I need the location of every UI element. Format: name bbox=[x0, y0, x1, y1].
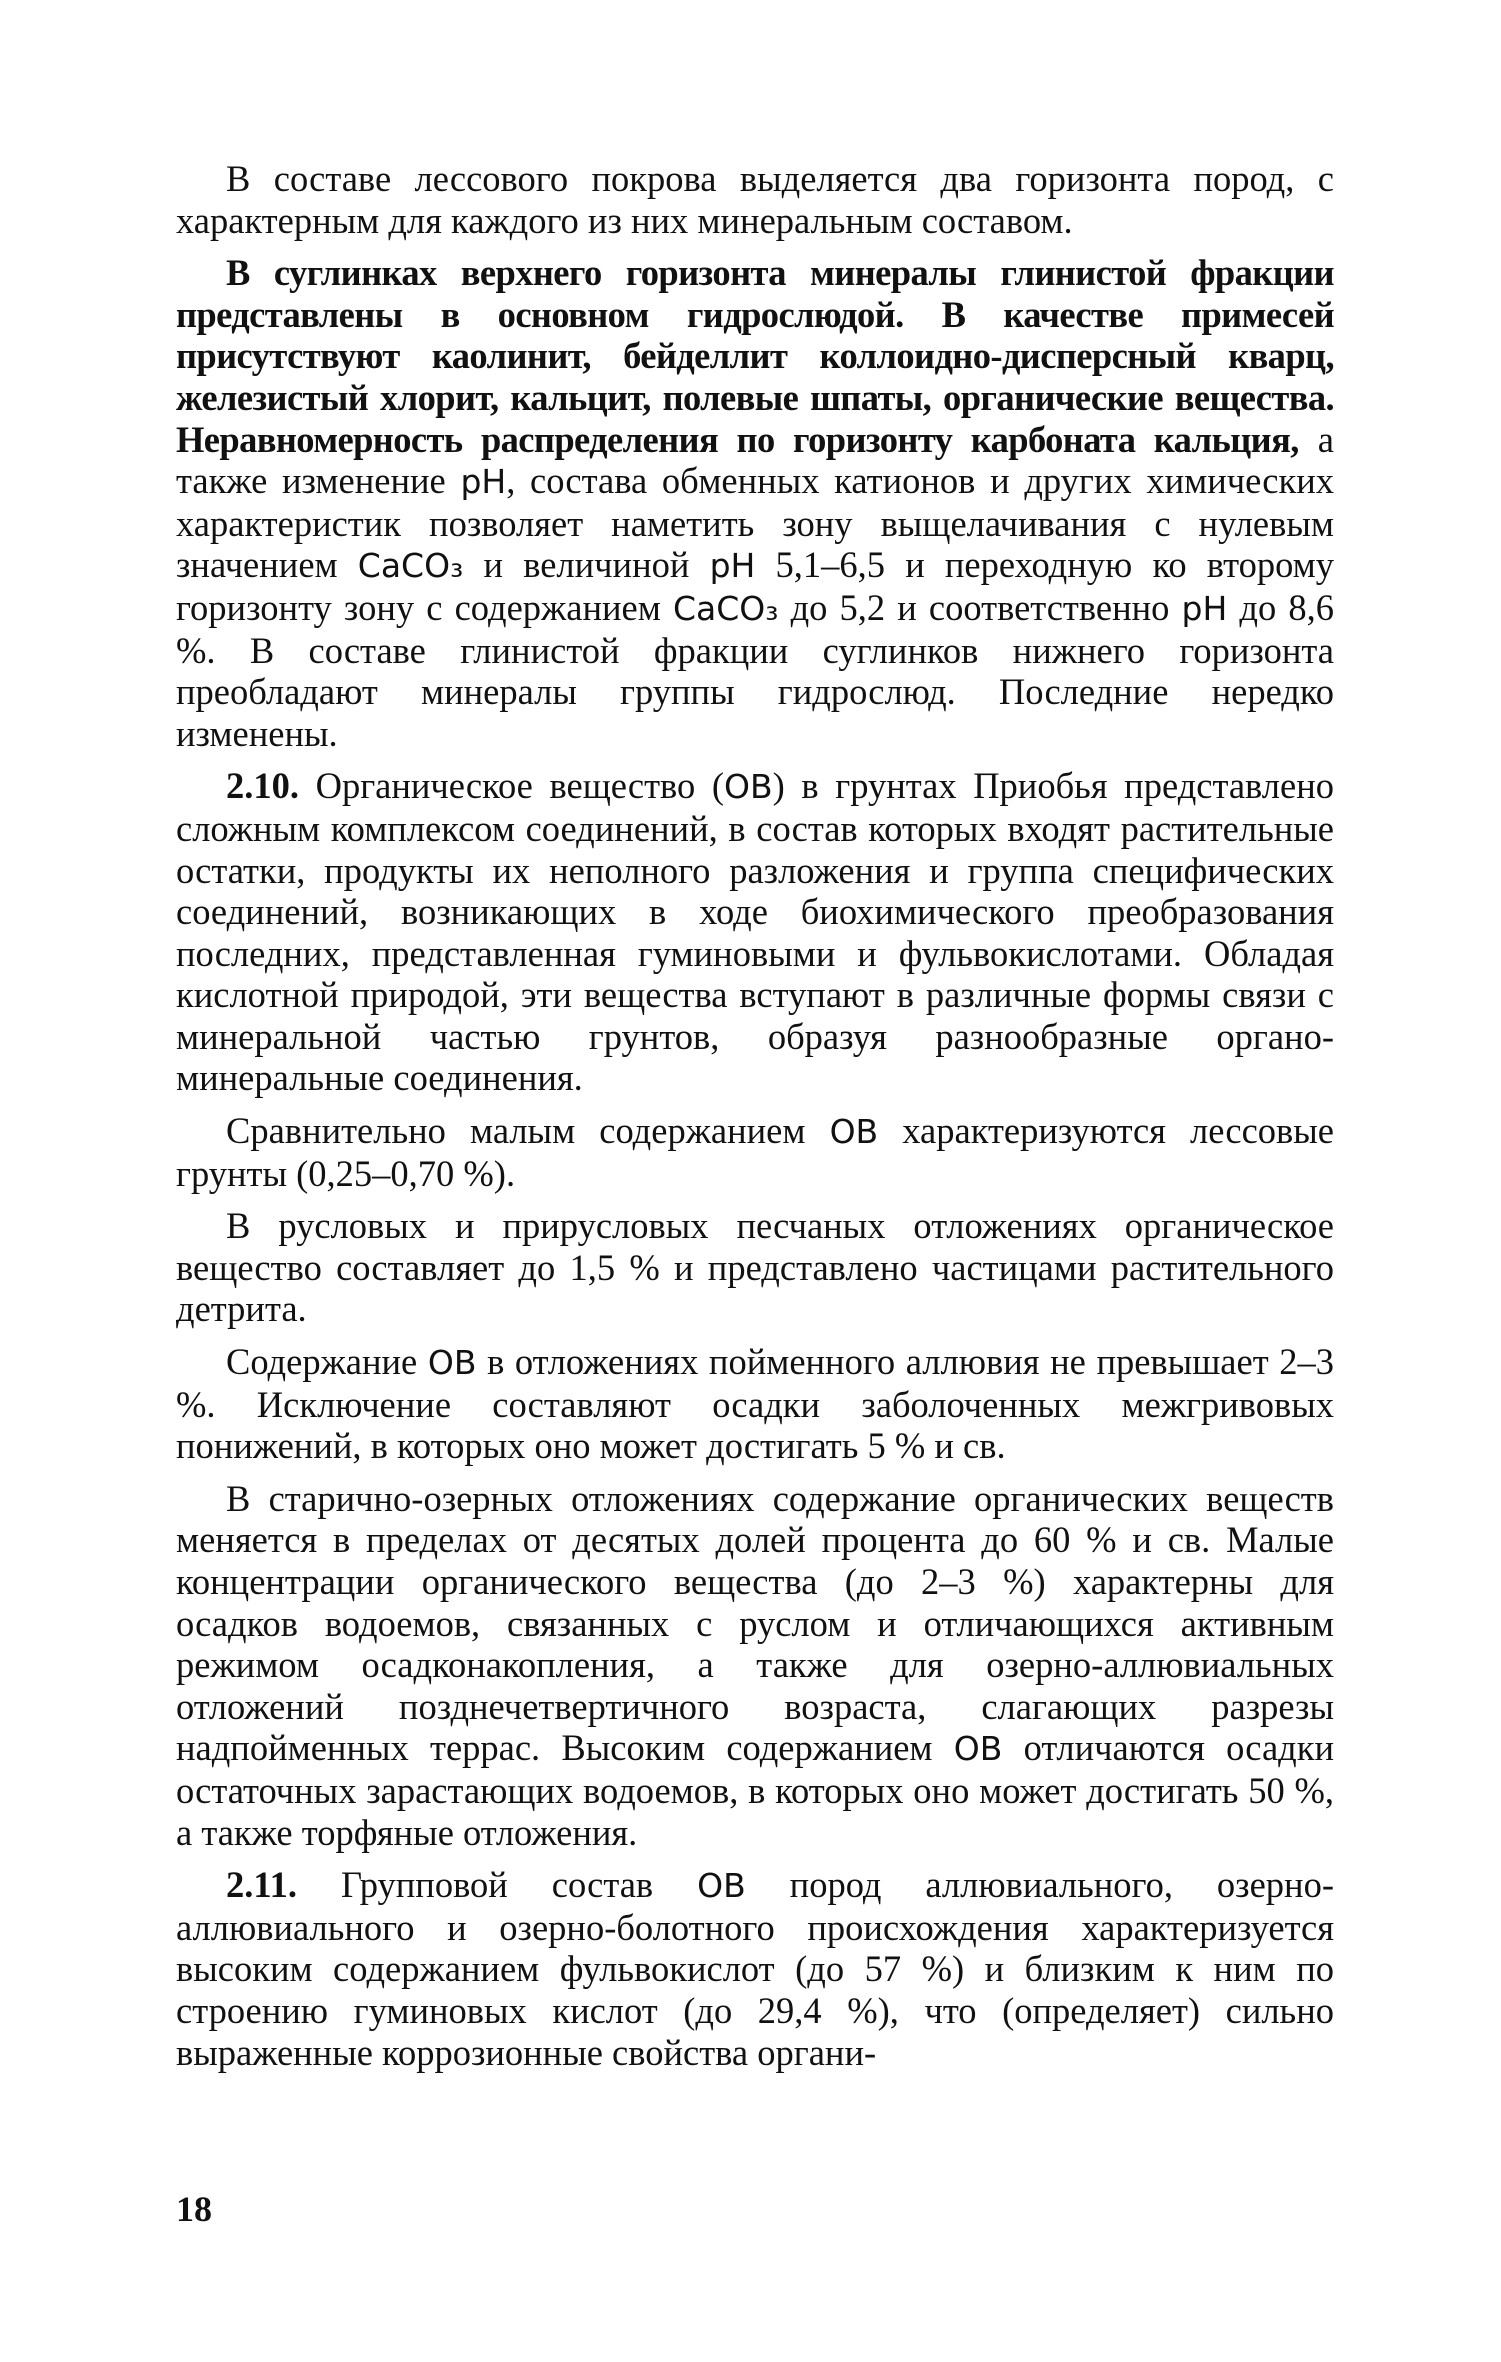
caco3-symbol: CaCO₃ bbox=[357, 546, 464, 586]
page-number: 18 bbox=[176, 2189, 212, 2229]
ph-symbol: pH bbox=[460, 462, 507, 502]
section-number: 2.10. bbox=[226, 765, 299, 807]
paragraph-floodplain-alluvium: Содержание OB в отложениях пойменного аллювия не превышает 2–3 %. Исключение составляют осадки заболоченных межгривовых понижений, в которых оно может достигать 5 % и св. bbox=[176, 1341, 1334, 1467]
ob-symbol: OB bbox=[829, 1112, 879, 1152]
section-number: 2.11. bbox=[226, 1864, 297, 1906]
paragraph-loess-ob: Сравнительно малым содержанием OB характеризуются лессовые грунты (0,25–0,70 %). bbox=[176, 1110, 1334, 1194]
caco3-symbol: CaCO₃ bbox=[672, 588, 779, 628]
ob-symbol: OB bbox=[697, 1866, 746, 1906]
paragraph-upper-horizon-minerals: В суглинках верхнего горизонта минералы глинистой фракции представлены в основном гидрослюдой. В качестве примесей присутствуют каолинит, бейделлит коллоидно-дисперсный кварц, железистый хлорит, кальцит, полевые шпаты, органические вещества. Неравномерность распределения по горизонту карбоната кальция, а также изменение pH, состава обменных катионов и других химических характеристик позволяет наметить зону выщелачивания с нулевым значением CaCO₃ и величиной pH 5,1–6,5 и переходную ко второму горизонту зону с содержанием CaCO₃ до 5,2 и соответственно pH до 8,6 %. В составе глинистой фракции суглинков нижнего горизонта преобладают минералы группы гидрослюд. Последние нередко изменены. bbox=[176, 252, 1334, 754]
ob-symbol: OB bbox=[427, 1343, 477, 1383]
paragraph-section-2-10: 2.10. Органическое вещество (OB) в грунтах Приобья представлено сложным комплексом соединений, в состав которых входят растительные остатки, продукты их неполного разложения и группа специфических соединений, возникающих в ходе биохимического преобразования последних, представленная гуминовыми и фульвокислотами. Обладая кислотной природой, эти вещества вступают в различные формы связи с минеральной частью грунтов, образуя разнообразные органо-минеральные соединения. bbox=[176, 765, 1335, 1099]
ph-symbol: pH bbox=[1181, 588, 1228, 628]
paragraph-oxbow-lake-deposits: В старично-озерных отложениях содержание органических веществ меняется в пределах от десятых долей процента до 60 % и св. Малые концентрации органического вещества (до 2–3 %) характерны для осадков водоемов, связанных с руслом и отличающихся активным режимом осадконакопления, а также для озерно-аллювиальных отложений позднечетвертичного возраста, слагающих разрезы надпойменных террас. Высоким содержанием OB отличаются осадки остаточных зарастающих водоемов, в которых оно может достигать 50 %, а также торфяные отложения. bbox=[176, 1477, 1334, 1853]
bold-text: В суглинках верхнего горизонта минералы глинистой фракции представлены в основном гидрослюдой. В качестве примесей присутствуют каолинит, бейделлит коллоидно-дисперсный кварц, железистый хлорит, кальцит, полевые шпаты, органические вещества. Неравномерность распределения по горизонту карбоната кальция, bbox=[176, 252, 1334, 460]
ph-symbol: pH bbox=[709, 546, 756, 586]
paragraph-section-2-11: 2.11. Групповой состав OB пород аллювиального, озерно-аллювиального и озерно-болотного происхождения характеризуется высоким содержанием фульвокислот (до 57 %) и близким к ним по строению гуминовых кислот (до 29,4 %), что (определяет) сильно выраженные коррозионные свойства органи- bbox=[176, 1864, 1334, 2073]
ob-symbol: OB bbox=[953, 1729, 1003, 1769]
ob-symbol: OB bbox=[724, 767, 773, 807]
paragraph-channel-deposits: В русловых и прирусловых песчаных отложениях органическое вещество составляет до 1,5 % и представлено частицами растительного детрита. bbox=[176, 1205, 1334, 1330]
body-text bbox=[176, 158, 1334, 2073]
paragraph-loess-horizons: В составе лессового покрова выделяется два горизонта пород, с характерным для каждого из них минеральным составом. bbox=[176, 158, 1334, 241]
